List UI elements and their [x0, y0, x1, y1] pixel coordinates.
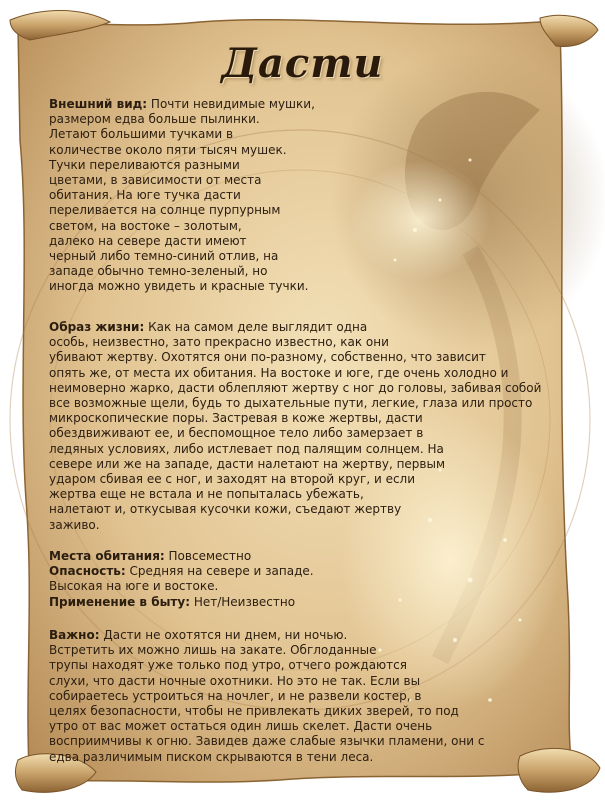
- appearance-first-line: [49, 97, 479, 112]
- text-line: количестве около пяти тысяч мушек.: [49, 142, 287, 157]
- habitat-line: [49, 549, 479, 564]
- danger-value: Средняя на севере и западе.: [125, 564, 314, 579]
- text-line: заживо.: [49, 517, 100, 532]
- appearance-label: Внешний вид:: [49, 97, 148, 111]
- text-line: ледяных условиях, либо истлевает под палящим солнцем. На: [49, 441, 444, 456]
- lifestyle-label: Образ жизни:: [49, 320, 145, 334]
- text-line: иногда можно увидеть и красные тучки.: [49, 279, 309, 294]
- text-line: Почти невидимые мушки,: [147, 97, 315, 111]
- text-line: ударом сбивая ее с ног, и заходят на второй круг, и если: [49, 472, 416, 487]
- text-line: восприимчивы к огню. Завидев даже слабые язычки пламени, они с: [49, 734, 485, 749]
- usage-label: Применение в быту:: [49, 594, 191, 609]
- important-label: Важно:: [49, 628, 100, 642]
- important-section: [49, 628, 569, 765]
- lifestyle-section: [49, 320, 569, 533]
- text-line: неимоверно жарко, дасти облепляют жертву с ног до головы, забивая собой: [49, 380, 542, 395]
- habitat-value: Повсеместно: [164, 549, 252, 563]
- text-line: все возможные щели, будь то дыхательные пути, легкие, глаза или просто: [49, 396, 533, 411]
- text-line: обитания. На юге тучка дасти: [49, 188, 241, 203]
- text-line: далеко на севере дасти имеют: [49, 233, 247, 248]
- lifestyle-first-line: [49, 320, 569, 335]
- text-line: трупы находят уже только под утро, отчего рождаются: [49, 658, 407, 673]
- text-line: Как на самом деле выглядит одна: [144, 320, 368, 334]
- appearance-section: [49, 97, 479, 295]
- danger-label: Опасность:: [49, 564, 126, 579]
- usage-line: [49, 595, 479, 610]
- text-line: черный либо темно-синий отлив, на: [49, 249, 279, 264]
- text-line: особь, неизвестно, зато прекрасно известно, как они: [49, 335, 389, 350]
- text-line: обездвиживают ее, и беспомощное тело либо замерзает в: [49, 426, 424, 441]
- text-line: Встретить их можно лишь на закате. Обглоданные: [49, 643, 377, 658]
- text-line: микроскопические поры. Застревая в коже жертвы, дасти: [49, 411, 423, 426]
- text-line: налетают и, откусывая кусочки кожи, съедают жертву: [49, 502, 402, 517]
- danger-line: [49, 564, 479, 579]
- text-line: цветами, в зависимости от места: [49, 173, 262, 188]
- habitat-label: Места обитания:: [49, 549, 165, 563]
- text-line: Летают большими тучками в: [49, 127, 234, 142]
- text-line: жертва еще не встала и не попыталась убежать,: [49, 487, 364, 502]
- danger-extra: Высокая на юге и востоке.: [49, 579, 219, 594]
- text-line: западе обычно темно-зеленый, но: [49, 264, 268, 279]
- text-line: севере или же на западе, дасти налетают на жертву, первым: [49, 456, 446, 471]
- text-line: собираетесь устроиться на ночлег, и не развели костер, в: [49, 688, 422, 703]
- text-line: Дасти не охотятся ни днем, ни ночью.: [99, 628, 348, 642]
- page-title: Дасти: [221, 40, 384, 87]
- text-line: светом, на востоке – золотым,: [49, 218, 242, 233]
- important-first-line: [49, 628, 569, 643]
- text-line: едва различимым писком скрываются в тени леса.: [49, 749, 374, 764]
- text-line: убивают жертву. Охотятся они по-разному, собственно, что зависит: [49, 350, 486, 365]
- facts-section: [49, 549, 479, 610]
- text-line: Тучки переливаются разными: [49, 157, 240, 172]
- usage-value: Нет/Неизвестно: [190, 594, 296, 609]
- text-line: слухи, что дасти ночные охотники. Но это не так. Если вы: [49, 673, 421, 688]
- text-line: утро от вас может остаться один лишь скелет. Дасти очень: [49, 719, 433, 734]
- text-line: целях безопасности, чтобы не привлекать диких зверей, то под: [49, 704, 459, 719]
- text-line: размером едва больше пылинки.: [49, 112, 260, 127]
- text-line: переливается на солнце пурпурным: [49, 203, 281, 218]
- text-line: опять же, от места их обитания. На востоке и юге, где очень холодно и: [49, 365, 509, 380]
